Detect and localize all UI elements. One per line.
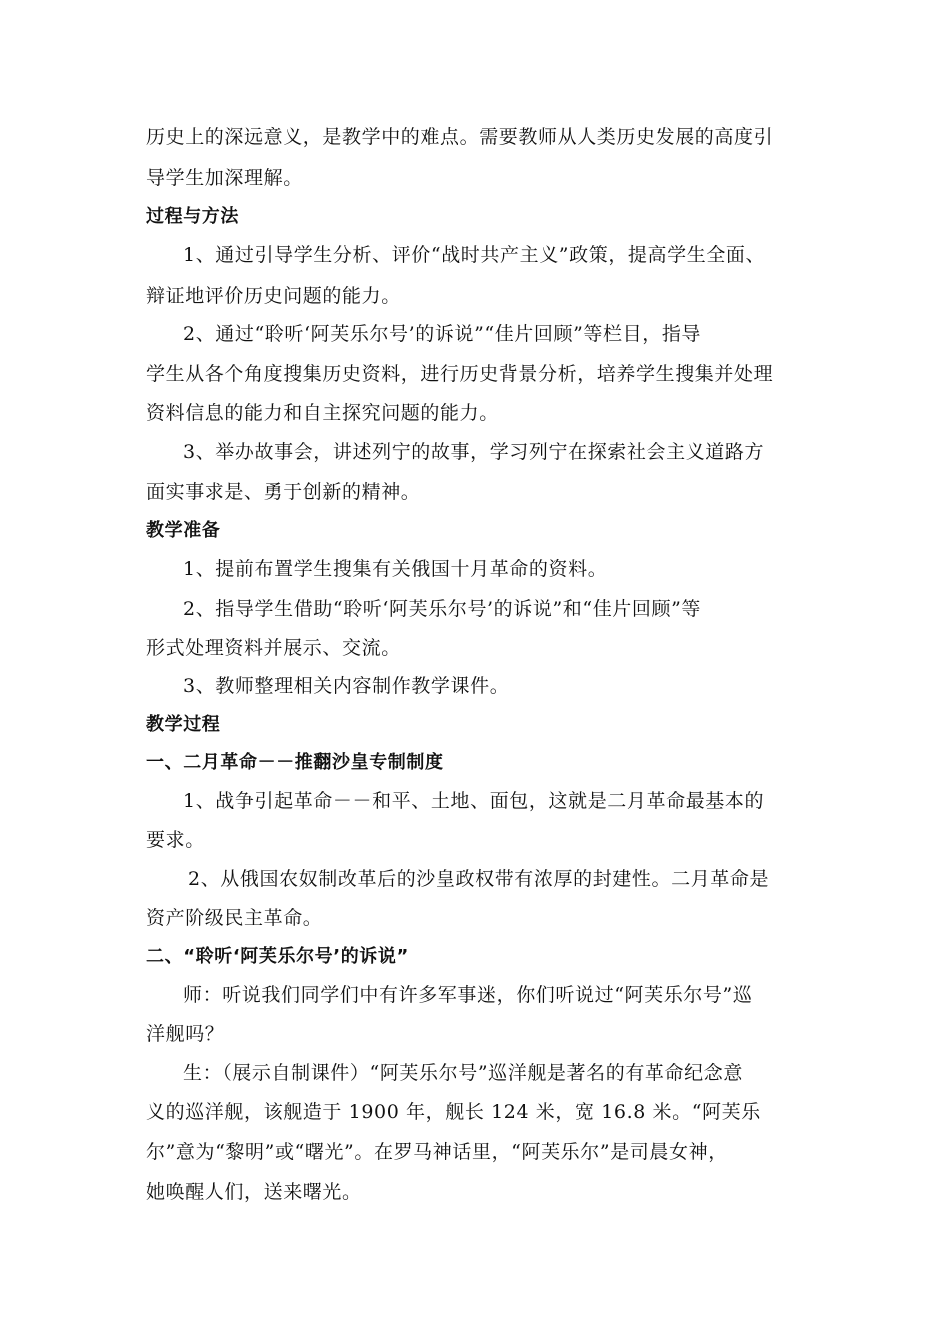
paragraph-line: 面实事求是、勇于创新的精神。	[146, 481, 421, 503]
section-heading: 二、“聆听‘阿芙乐尔号’的诉说”	[146, 946, 409, 967]
paragraph-line: 师：听说我们同学们中有许多军事迷，你们听说过“阿芙乐尔号”巡	[183, 984, 753, 1006]
paragraph-line: 3、举办故事会，讲述列宁的故事，学习列宁在探索社会主义道路方	[183, 441, 765, 463]
paragraph-line: 尔”意为“黎明”或“曙光”。在罗马神话里，“阿芙乐尔”是司晨女神，	[146, 1141, 728, 1163]
paragraph-line: 资料信息的能力和自主探究问题的能力。	[146, 402, 499, 424]
paragraph-line: 2、从俄国农奴制改革后的沙皇政权带有浓厚的封建性。二月革命是	[188, 868, 770, 890]
paragraph-line: 1、提前布置学生搜集有关俄国十月革命的资料。	[183, 558, 608, 580]
paragraph-line: 1、通过引导学生分析、评价“战时共产主义”政策，提高学生全面、	[183, 244, 766, 266]
paragraph-line: 资产阶级民主革命。	[146, 907, 323, 929]
paragraph-line: 导学生加深理解。	[146, 167, 303, 189]
paragraph-line: 辩证地评价历史问题的能力。	[146, 285, 401, 307]
paragraph-line: 历史上的深远意义，是教学中的难点。需要教师从人类历史发展的高度引	[146, 126, 774, 148]
paragraph-line: 1、战争引起革命－－和平、土地、面包，这就是二月革命最基本的	[183, 790, 765, 812]
paragraph-line: 要求。	[146, 829, 205, 851]
paragraph-line: 义的巡洋舰，该舰造于 1900 年，舰长 124 米，宽 16.8 米。“阿芙乐	[146, 1101, 761, 1123]
paragraph-line: 2、指导学生借助“聆听‘阿芙乐尔号’的诉说”和“佳片回顾”等	[183, 598, 702, 620]
paragraph-line: 2、通过“聆听‘阿芙乐尔号’的诉说”“佳片回顾”等栏目，指导	[183, 323, 702, 345]
paragraph-line: 生：（展示自制课件）“阿芙乐尔号”巡洋舰是著名的有革命纪念意	[183, 1062, 743, 1084]
section-heading: 教学过程	[146, 714, 221, 735]
paragraph-line: 形式处理资料并展示、交流。	[146, 637, 401, 659]
section-heading: 过程与方法	[146, 206, 239, 227]
section-heading: 教学准备	[146, 520, 221, 541]
paragraph-line: 洋舰吗？	[146, 1023, 225, 1045]
paragraph-line: 学生从各个角度搜集历史资料，进行历史背景分析，培养学生搜集并处理	[146, 363, 774, 385]
paragraph-line: 她唤醒人们，送来曙光。	[146, 1181, 362, 1203]
paragraph-line: 3、教师整理相关内容制作教学课件。	[183, 675, 510, 697]
section-heading: 一、二月革命－－推翻沙皇专制制度	[146, 752, 444, 773]
